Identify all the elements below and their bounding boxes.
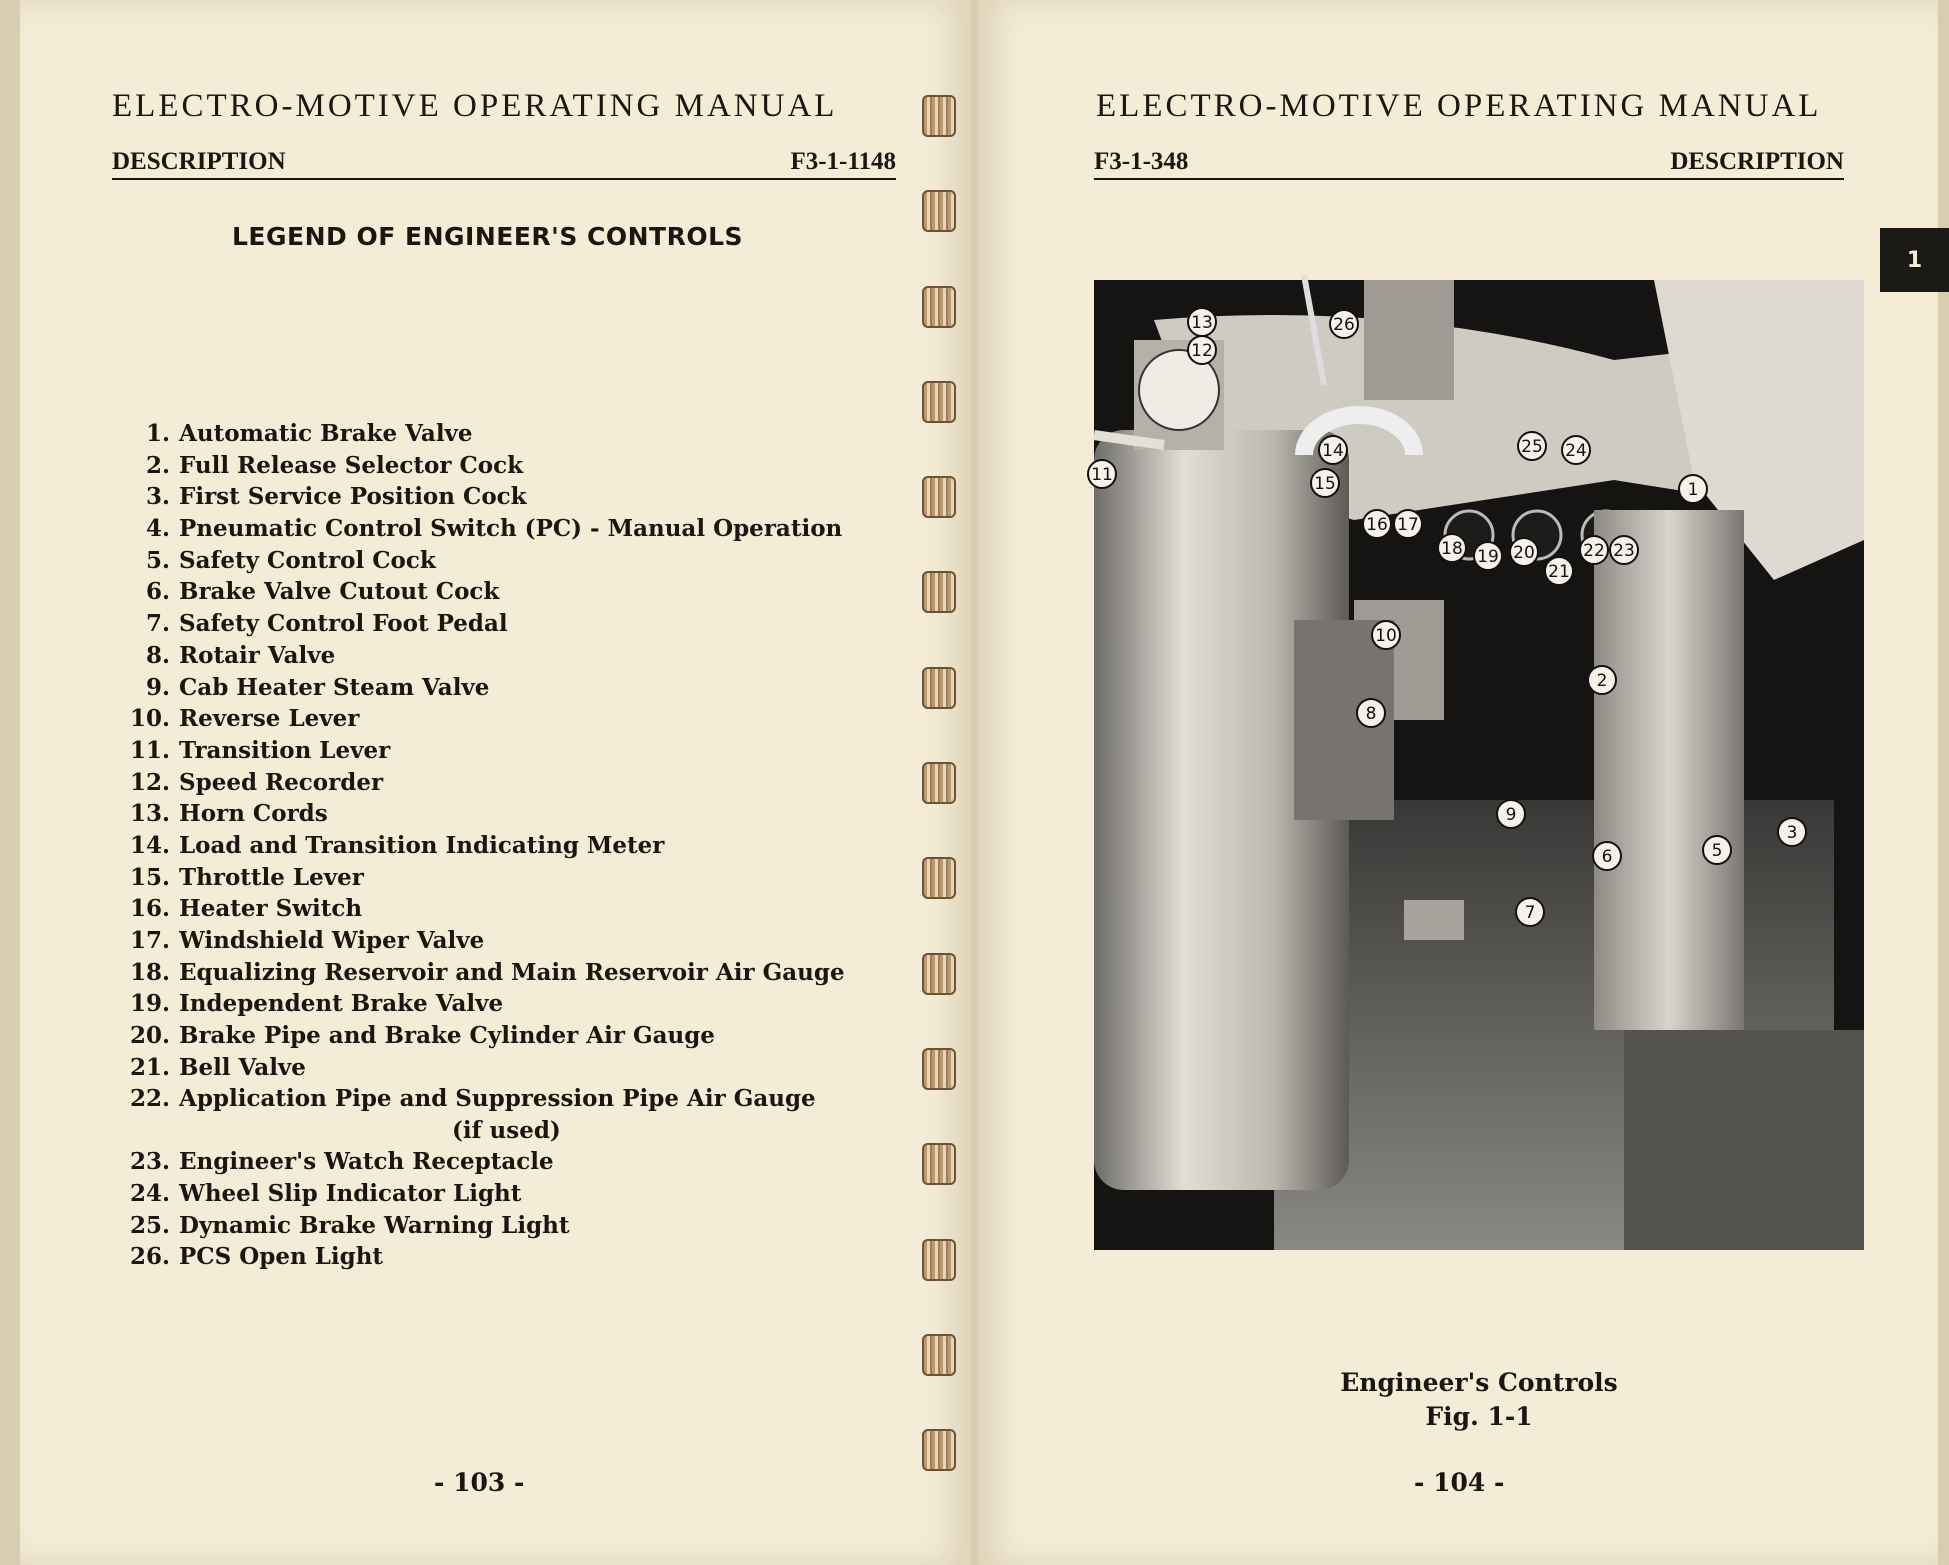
- binding-coil: [922, 953, 956, 995]
- svg-text:26: 26: [1333, 315, 1355, 335]
- legend-item-number: 22.: [129, 1085, 170, 1113]
- legend-item-label: Heater Switch: [179, 895, 363, 923]
- legend-item-label: PCS Open Light: [179, 1243, 384, 1271]
- svg-text:18: 18: [1441, 539, 1463, 559]
- brake-valve-stand: [1594, 510, 1744, 1030]
- legend-item-number: 9.: [145, 673, 170, 701]
- legend-item: [116, 1146, 896, 1178]
- callout-20: [1510, 538, 1538, 566]
- legend-item-label: Speed Recorder: [179, 768, 384, 796]
- legend-item-label: Rotair Valve: [179, 641, 336, 669]
- callout-10: [1372, 621, 1400, 649]
- legend-title: LEGEND OF ENGINEER'S CONTROLS: [232, 222, 744, 251]
- svg-text:15: 15: [1314, 474, 1336, 494]
- binding-coil: [922, 1334, 956, 1376]
- legend-item: [116, 608, 896, 640]
- legend-item-number: 5.: [145, 546, 170, 574]
- legend-item: [116, 957, 896, 989]
- legend-item: [116, 767, 896, 799]
- callout-9: [1497, 800, 1525, 828]
- legend-item: [116, 450, 896, 482]
- legend-item-label: Safety Control Cock: [179, 546, 436, 574]
- legend-item: [116, 703, 896, 735]
- svg-text:8: 8: [1365, 704, 1377, 724]
- svg-text:12: 12: [1191, 341, 1213, 361]
- svg-text:23: 23: [1613, 541, 1635, 561]
- svg-text:25: 25: [1521, 437, 1543, 457]
- legend-item-number: 12.: [129, 768, 170, 796]
- svg-text:1: 1: [1687, 480, 1699, 500]
- callout-19: [1474, 542, 1502, 570]
- legend-item-number: 4.: [145, 515, 170, 543]
- svg-text:3: 3: [1786, 823, 1798, 843]
- legend-item-label: Engineer's Watch Receptacle: [179, 1148, 554, 1176]
- legend-item: [116, 545, 896, 577]
- svg-text:5: 5: [1711, 841, 1723, 861]
- legend-item: [116, 1083, 896, 1115]
- doc-code: F3-1-348: [1094, 148, 1189, 175]
- binding-coil: [922, 95, 956, 137]
- callout-12: [1188, 336, 1216, 364]
- manual-title: ELECTRO-MOTIVE OPERATING MANUAL: [112, 88, 838, 124]
- page-number: - 104 -: [1414, 1468, 1505, 1497]
- binding-coil: [922, 286, 956, 328]
- legend-item-number: 18.: [129, 958, 170, 986]
- svg-text:6: 6: [1601, 847, 1613, 867]
- running-header: [1094, 142, 1844, 180]
- legend-item-number: 26.: [129, 1243, 170, 1271]
- callout-23: [1610, 536, 1638, 564]
- figure-number: Fig. 1-1: [1425, 1402, 1533, 1431]
- legend-item-number: 13.: [129, 800, 170, 828]
- left-page: [20, 0, 970, 1565]
- legend-item-label: Reverse Lever: [179, 705, 360, 733]
- section-label: DESCRIPTION: [112, 148, 286, 175]
- legend-item-number: 14.: [129, 831, 170, 859]
- section-label: DESCRIPTION: [1670, 148, 1844, 175]
- legend-item: [116, 1052, 896, 1084]
- callout-8: [1357, 699, 1385, 727]
- callout-5: [1703, 836, 1731, 864]
- svg-text:22: 22: [1583, 541, 1605, 561]
- legend-item-number: 19.: [129, 990, 170, 1018]
- legend-item-number: 24.: [129, 1179, 170, 1207]
- legend-item: [116, 576, 896, 608]
- legend-item-label: Pneumatic Control Switch (PC) - Manual Operation: [179, 515, 843, 543]
- legend-item-number: 10.: [129, 705, 170, 733]
- page-number: - 103 -: [434, 1468, 525, 1497]
- legend-item-label: Automatic Brake Valve: [179, 420, 473, 447]
- independent-brake-valve: [1364, 280, 1454, 400]
- legend-item-note: (if used): [452, 1117, 561, 1145]
- svg-text:9: 9: [1505, 805, 1517, 825]
- legend-item-number: 11.: [129, 736, 170, 764]
- binding-coil: [922, 381, 956, 423]
- legend-item: [116, 1020, 896, 1052]
- legend-list: [116, 418, 896, 1273]
- running-header: [112, 142, 896, 180]
- callout-3: [1778, 818, 1806, 846]
- legend-item-number: 2.: [145, 451, 170, 479]
- legend-item-label: Cab Heater Steam Valve: [179, 673, 490, 701]
- legend-item-label: Throttle Lever: [179, 863, 364, 891]
- svg-text:10: 10: [1375, 626, 1397, 646]
- legend-item: [116, 418, 896, 450]
- legend-item: [116, 925, 896, 957]
- binding-coil: [922, 476, 956, 518]
- legend-item-number: 3.: [145, 483, 170, 511]
- legend-item-label: Independent Brake Valve: [179, 990, 504, 1018]
- doc-code: F3-1-1148: [790, 148, 896, 175]
- legend-item-label: Full Release Selector Cock: [179, 451, 524, 479]
- callout-2: [1588, 666, 1616, 694]
- binding-coil: [922, 857, 956, 899]
- legend-item-number: 1.: [145, 420, 170, 447]
- legend-item: [116, 798, 896, 830]
- svg-text:14: 14: [1322, 441, 1344, 461]
- legend-item-label: Brake Valve Cutout Cock: [179, 578, 500, 606]
- legend-item: [116, 640, 896, 672]
- legend-item-label: Dynamic Brake Warning Light: [179, 1211, 570, 1239]
- legend-item-number: 23.: [129, 1148, 170, 1176]
- callout-13: [1188, 308, 1216, 336]
- callout-1: [1679, 475, 1707, 503]
- legend-item: [116, 513, 896, 545]
- callout-22: [1580, 536, 1608, 564]
- callout-15: [1311, 469, 1339, 497]
- binding-coil: [922, 1239, 956, 1281]
- callout-6: [1593, 842, 1621, 870]
- binding-coil: [922, 1048, 956, 1090]
- legend-item-number: 17.: [129, 927, 170, 954]
- legend-item-label: Brake Pipe and Brake Cylinder Air Gauge: [179, 1022, 715, 1050]
- legend-item: [116, 735, 896, 767]
- legend-item-number: 15.: [129, 863, 170, 891]
- legend-item: [116, 672, 896, 704]
- binding-coil: [922, 762, 956, 804]
- svg-text:7: 7: [1524, 903, 1536, 923]
- callout-14: [1319, 436, 1347, 464]
- figure-caption-title: Engineer's Controls: [1340, 1368, 1618, 1397]
- binding-coil: [922, 1143, 956, 1185]
- legend-item: [116, 1178, 896, 1210]
- legend-item-number: 6.: [145, 578, 170, 606]
- legend-item-label: Windshield Wiper Valve: [179, 927, 485, 954]
- legend-item-label: First Service Position Cock: [179, 483, 527, 511]
- legend-item: [116, 830, 896, 862]
- legend-item-label: Application Pipe and Suppression Pipe Air Gauge: [179, 1085, 816, 1113]
- legend-item-label: Wheel Slip Indicator Light: [179, 1179, 522, 1207]
- legend-item-number: 21.: [129, 1053, 170, 1081]
- callout-26: [1330, 310, 1358, 338]
- spiral-binding-left: [922, 95, 956, 1524]
- foot-pedal: [1404, 900, 1464, 940]
- legend-item-number: 16.: [129, 895, 170, 923]
- svg-text:20: 20: [1513, 543, 1535, 563]
- legend-item-label: Horn Cords: [179, 800, 328, 828]
- engineers-controls-photo: [1091, 280, 1864, 1250]
- callout-25: [1518, 432, 1546, 460]
- binding-coil: [922, 1429, 956, 1471]
- svg-text:2: 2: [1596, 671, 1608, 691]
- svg-text:16: 16: [1366, 515, 1388, 535]
- callout-18: [1438, 534, 1466, 562]
- legend-item-number: 7.: [145, 610, 170, 638]
- binding-coil: [922, 667, 956, 709]
- legend-item: [116, 481, 896, 513]
- section-tab[interactable]: 1: [1880, 228, 1949, 292]
- binding-coil: [922, 190, 956, 232]
- callout-7: [1516, 898, 1544, 926]
- callout-17: [1394, 510, 1422, 538]
- manual-title: ELECTRO-MOTIVE OPERATING MANUAL: [1096, 88, 1822, 124]
- legend-item: [116, 862, 896, 894]
- svg-text:17: 17: [1397, 515, 1419, 535]
- svg-text:24: 24: [1565, 441, 1587, 461]
- callout-24: [1562, 436, 1590, 464]
- legend-item-label: Transition Lever: [179, 736, 391, 764]
- svg-text:11: 11: [1091, 465, 1113, 485]
- svg-text:21: 21: [1548, 562, 1570, 582]
- callout-11: [1088, 460, 1116, 488]
- svg-text:19: 19: [1477, 547, 1499, 567]
- binding-coil: [922, 571, 956, 613]
- callout-21: [1545, 557, 1573, 585]
- legend-item-number: 25.: [129, 1211, 170, 1239]
- legend-item-number: 8.: [145, 641, 170, 669]
- legend-item-label: Bell Valve: [179, 1053, 306, 1081]
- legend-item: [116, 893, 896, 925]
- legend-item-number: 20.: [129, 1022, 170, 1050]
- legend-item: [116, 988, 896, 1020]
- legend-item-label: Load and Transition Indicating Meter: [179, 831, 665, 859]
- legend-item: [116, 1241, 896, 1273]
- svg-text:13: 13: [1191, 313, 1213, 333]
- legend-item: [116, 1210, 896, 1242]
- legend-item-label: Safety Control Foot Pedal: [179, 610, 508, 638]
- callout-16: [1363, 510, 1391, 538]
- engineer-seat-base: [1624, 1030, 1864, 1250]
- legend-item-label: Equalizing Reservoir and Main Reservoir Air Gauge: [179, 958, 845, 986]
